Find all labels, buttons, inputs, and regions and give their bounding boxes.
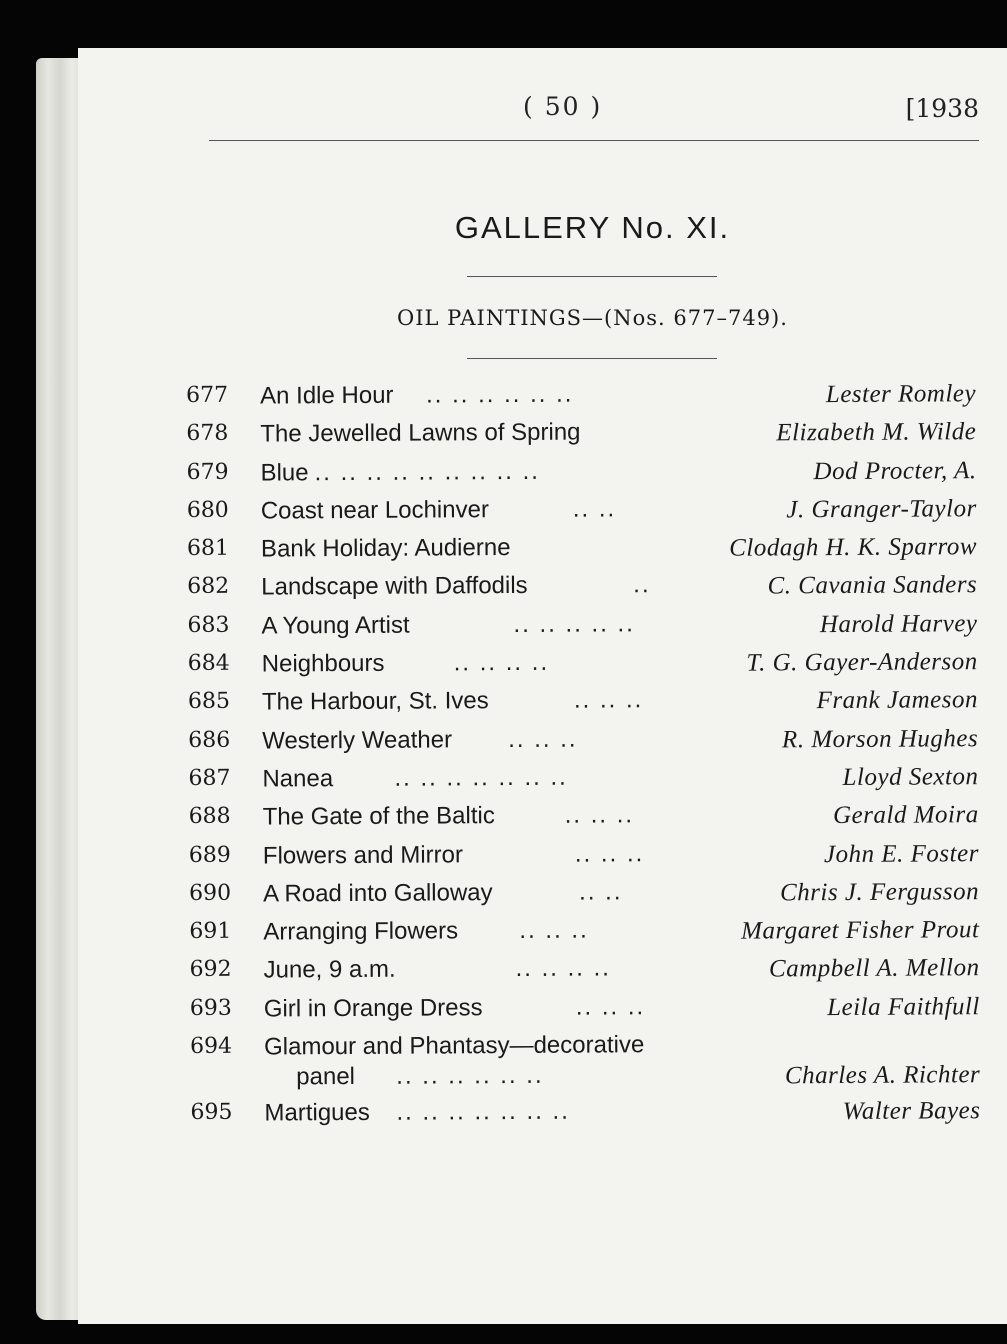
list-item <box>188 646 978 689</box>
leader-dots: .. .. <box>572 495 617 523</box>
list-item <box>187 570 977 613</box>
entry-number: 681 <box>186 535 230 562</box>
entry-number: 692 <box>189 957 232 983</box>
leader-dots: .. .. .. <box>573 686 644 715</box>
painting-title: An Idle Hour <box>259 381 394 410</box>
painting-title: Neighbours <box>261 649 385 678</box>
entry-number: 687 <box>188 765 231 791</box>
title-rule <box>467 276 717 277</box>
artist-name: Clodagh H. K. Sparrow <box>729 533 978 562</box>
artist-name: Campbell A. Mellon <box>768 954 980 983</box>
artist-name: John E. Foster <box>823 839 979 868</box>
artist-name: Chris J. Fergusson <box>779 878 980 907</box>
list-item <box>189 876 979 919</box>
entry-number: 680 <box>186 497 229 523</box>
list-item <box>190 991 980 1034</box>
list-item <box>188 723 978 766</box>
painting-title: The Harbour, St. Ives <box>261 687 489 716</box>
leader-dots: .. .. .. .. .. .. .. <box>396 1097 570 1126</box>
list-item <box>186 455 976 498</box>
entry-number: 694 <box>189 1033 233 1060</box>
artist-name: Lester Romley <box>825 380 977 409</box>
entry-number: 686 <box>188 727 231 753</box>
painting-title: Blue <box>260 458 309 487</box>
year-label: [1938 <box>905 94 979 123</box>
leader-dots: .. .. .. .. <box>515 954 612 983</box>
artist-name: R. Morson Hughes <box>781 724 979 754</box>
page-number: ( 50 ) <box>523 92 603 121</box>
leader-dots: .. .. .. .. .. .. <box>425 380 574 409</box>
leader-dots: .. .. .. .. .. .. .. .. .. <box>314 457 541 486</box>
artist-name: Margaret Fisher Prout <box>741 916 980 945</box>
painting-title: Westerly Weather <box>262 726 453 755</box>
leader-dots: .. .. <box>579 878 623 906</box>
entry-number: 688 <box>188 804 231 830</box>
artist-name: T. G. Gayer-Anderson <box>746 648 978 677</box>
list-item <box>190 1095 980 1138</box>
artist-name: C. Cavania Sanders <box>767 571 978 600</box>
list-item <box>187 531 977 574</box>
artist-name: Walter Bayes <box>842 1097 981 1126</box>
entry-number: 690 <box>189 880 232 906</box>
entry-number: 678 <box>186 421 229 447</box>
entry-number: 683 <box>187 612 230 638</box>
painting-title: Girl in Orange Dress <box>263 993 483 1023</box>
artist-name: J. Granger-Taylor <box>786 495 977 524</box>
artist-name: Elizabeth M. Wilde <box>776 418 977 447</box>
painting-title: The Gate of the Baltic <box>262 802 495 831</box>
gallery-title: GALLERY No. XI. <box>454 210 731 245</box>
painting-title: Nanea <box>262 765 334 793</box>
header-rule <box>209 140 979 141</box>
painting-list <box>186 378 981 1138</box>
catalogue-page <box>78 48 1007 1324</box>
list-item <box>188 685 978 728</box>
artist-name: Leila Faithfull <box>827 992 980 1021</box>
painting-title: June, 9 a.m. <box>263 956 396 984</box>
artist-name: Charles A. Richter <box>784 1061 981 1090</box>
artist-name: Gerald Moira <box>832 801 979 830</box>
section-subtitle: OIL PAINTINGS—(Nos. 677–749). <box>397 306 788 330</box>
leader-dots: .. <box>633 571 651 599</box>
list-item <box>189 914 979 957</box>
leader-dots: .. .. .. <box>564 801 635 829</box>
entry-number: 695 <box>190 1099 233 1126</box>
painting-title: The Jewelled Lawns of Spring <box>260 418 581 448</box>
painting-title: A Young Artist <box>261 611 410 640</box>
painting-title-continued: panel <box>296 1063 356 1091</box>
artist-name: Frank Jameson <box>816 686 979 715</box>
list-item <box>190 1029 980 1100</box>
entry-number: 684 <box>187 650 230 677</box>
list-item <box>189 799 979 842</box>
leader-dots: .. .. .. <box>508 725 578 753</box>
painting-title: Flowers and Mirror <box>262 840 464 870</box>
leader-dots: .. .. .. .. <box>453 648 550 677</box>
leader-dots: .. .. .. .. .. .. .. <box>394 763 568 792</box>
list-item <box>188 761 978 804</box>
leader-dots: .. .. .. .. .. .. <box>396 1061 544 1090</box>
painting-title: Coast near Lochinver <box>260 496 490 525</box>
list-item <box>186 416 976 459</box>
list-item <box>186 378 976 421</box>
entry-number: 682 <box>187 574 230 600</box>
artist-name: Dod Procter, A. <box>813 456 977 485</box>
list-item <box>190 953 980 996</box>
entry-number: 677 <box>186 382 229 408</box>
entry-number: 689 <box>188 842 231 868</box>
artist-name: Lloyd Sexton <box>842 763 979 791</box>
entry-number: 685 <box>187 689 231 715</box>
entry-number: 679 <box>186 459 229 485</box>
painting-title: A Road into Galloway <box>263 878 493 908</box>
list-item <box>187 608 977 651</box>
painting-title: Bank Holiday: Audierne <box>260 534 511 563</box>
leader-dots: .. .. .. <box>574 839 645 868</box>
leader-dots: .. .. .. .. .. <box>513 610 635 638</box>
painting-title: Landscape with Daffodils <box>261 572 528 602</box>
leader-dots: .. .. .. <box>519 916 589 945</box>
list-item <box>189 838 979 881</box>
painting-title: Martigues <box>264 1098 370 1127</box>
page-header <box>78 48 1007 138</box>
entry-number: 693 <box>189 995 232 1021</box>
list-item <box>187 493 977 536</box>
painting-title: Arranging Flowers <box>263 917 459 946</box>
leader-dots: .. .. .. <box>575 992 646 1021</box>
subtitle-rule <box>467 358 717 359</box>
entry-number: 691 <box>189 918 232 945</box>
painting-title: Glamour and Phantasy—decorative <box>263 1031 645 1061</box>
artist-name: Harold Harvey <box>819 609 978 638</box>
